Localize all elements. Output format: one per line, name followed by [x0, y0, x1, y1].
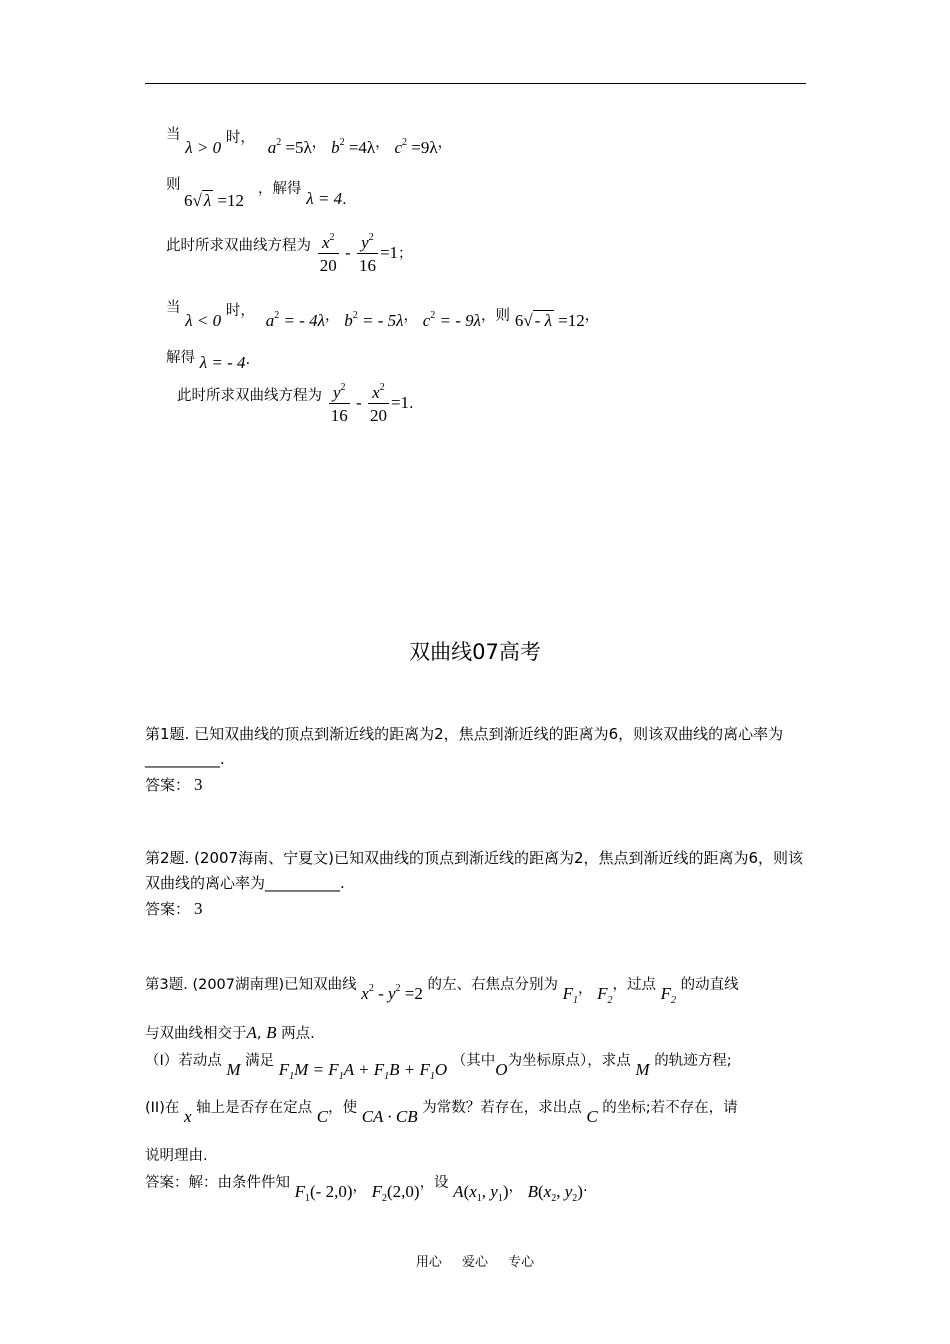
- page-footer: 用心 爱心 专心: [415, 1255, 535, 1270]
- question-2-answer: 答案： 3: [145, 899, 203, 918]
- case2-cond: λ < 0: [185, 311, 222, 330]
- question-1: [145, 722, 807, 798]
- equation1-prefix: 此时所求双曲线方程为: [166, 237, 311, 254]
- focus-f2: $F_2$: [597, 984, 613, 1006]
- case1-line: 当 λ > 0 时， $a^2 =5\lambda$， $b^2 =4\lambda$， $c^2 =9\lambda$，: [166, 127, 453, 157]
- case1-a: $a^2 =5\lambda$: [267, 137, 312, 157]
- case1-when: 当: [166, 127, 181, 143]
- question-3-answer: 答案：解：由条件件知 $F_1(-$ 2,0)， $F_2(2,0)$，设 $A(x_1$, $y_1$)， $B(x_2$, $y_2$).: [145, 1175, 588, 1204]
- focus-f1: $F_1$: [562, 984, 578, 1006]
- equation2: $\frac{y^2}{16}$ - $\frac{x^2}{20}$ =1.: [330, 382, 414, 425]
- then-result: λ = 4: [306, 189, 343, 208]
- equation2-line: 此时所求双曲线方程为 $\frac{y^2}{16}$ - $\frac{x^2}{20}$ =1.: [177, 382, 414, 425]
- case1-c: $c^2 =9\lambda$: [394, 137, 438, 157]
- question-3-equation: $x^2 - y^2 =2$: [361, 983, 423, 1003]
- question-1-text: 第1题. 已知双曲线的顶点到渐近线的距离为2，焦点到渐近线的距离为6，则该双曲线的离心率为__________.: [145, 725, 784, 768]
- question-2-text: 第2题. (2007海南、宁夏文)已知双曲线的顶点到渐近线的距离为2，焦点到渐近线的距离为6，则该双曲线的离心率为__________.: [145, 849, 804, 892]
- question-1-answer: 答案： 3: [145, 775, 203, 794]
- equation1-line: [166, 232, 413, 278]
- question-2: [145, 846, 807, 922]
- header-rule: [145, 83, 806, 84]
- case1-b: $b^2 =4\lambda$: [331, 137, 376, 157]
- point-f2: $F_2$: [660, 984, 676, 1006]
- case2-c: $c^2$ = - 9λ: [422, 310, 482, 330]
- dot-product: CA · CB: [361, 1107, 418, 1126]
- equation1: $\frac{x^2}{20}$ - $\frac{y^2}{16}$ =1；: [319, 232, 413, 275]
- case2-a: $a^2$ = - 4λ: [265, 310, 325, 330]
- case2-b: $b^2$ = - 5λ: [344, 310, 404, 330]
- question-3-line2: 与双曲线相交于A, B 两点.: [145, 1023, 315, 1042]
- then-line: [166, 177, 245, 214]
- vector-equation: $F_1M = F_1A + F_1B + F_1O$: [278, 1060, 448, 1082]
- case2-line: 当 λ < 0 时， $a^2$ = - 4λ， $b^2$ = - 5λ， $c^2$ = - 9λ，则 6√ - λ =12，: [166, 300, 600, 330]
- question-3-line1: 第3题. (2007湖南理)已知双曲线 $x^2 - y^2 =2$ 的左、右焦点分别为 $F_1$， $F_2$，过点 $F_2$ 的动直线: [145, 977, 739, 1006]
- then-equation: 6√ λ =12: [184, 190, 245, 210]
- question-3-part1: （I）若动点 M 满足 $F_1M = F_1A + F_1B + F_1O$ （其中O为坐标原点），求点 M 的轨迹方程;: [145, 1053, 732, 1082]
- solve2-line: 解得 λ = - 4.: [166, 350, 251, 372]
- question-3-part2-cont: 说明理由.: [145, 1148, 208, 1164]
- case2-equation: 6√ - λ =12: [514, 311, 585, 330]
- case1-cond: λ > 0: [185, 138, 222, 157]
- page-title: 双曲线07高考: [409, 640, 541, 664]
- solve2-result: λ = - 4: [199, 353, 246, 372]
- case1-shi: 时，: [225, 130, 255, 146]
- then-solve: ，解得 λ = 4.: [258, 181, 347, 208]
- question-3-part2: (II)在 x 轴上是否存在定点 C，使 CA · CB 为常数？若存在，求出点 C 的坐标;若不存在，请: [145, 1100, 738, 1126]
- then-label: 则: [166, 177, 181, 193]
